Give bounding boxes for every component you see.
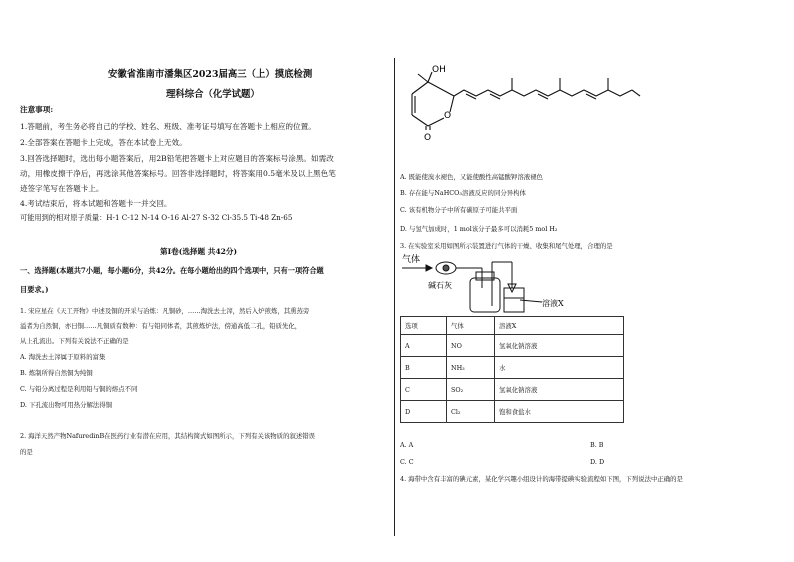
answer-d: D. D xyxy=(590,458,605,466)
table-header: 溶液X xyxy=(495,317,624,335)
notice-heading: 注意事项: xyxy=(20,105,54,114)
section-intro: 一、选择题(本题共7小题，每小题6分，共42分。在每小题给出的四个选项中，只有一项符合题 xyxy=(20,266,324,275)
q2-stem: 2. 海洋天然产物NafuredinB在医药行业有潜在应用，其结构简式如图所示，下列有关该物质的叙述错误 xyxy=(20,432,316,440)
section-title: 第Ⅰ卷(选择题 共42分) xyxy=(160,247,238,256)
apparatus-diagram xyxy=(400,248,600,314)
gas-label: 气体 xyxy=(402,255,421,265)
q2-option-a: A. 既能使溴水褪色，又能使酸性高锰酸钾溶液褪色 xyxy=(400,173,543,181)
notice-line: 动，用橡皮擦干净后，再选涂其他答案标号。回答非选择题时，将答案用0.5毫米及以上黑色笔 xyxy=(20,169,336,178)
table-cell: NO xyxy=(446,335,494,357)
table-row xyxy=(401,335,624,357)
table-row xyxy=(401,401,624,423)
q1-stem: 1. 宋应星在《天工开物》中述及铜的开采与冶炼：凡铜砂，……淘洗去土滓，然后入炉煎炼，其熏蒸旁 xyxy=(20,307,310,315)
table-cell: NH₃ xyxy=(446,357,494,379)
notice-line: 2.全部答案在答题卡上完成，答在本试卷上无效。 xyxy=(20,138,187,147)
solution-x-label: 溶液X xyxy=(542,299,564,308)
page-subtitle: 理科综合（化学试题） xyxy=(166,89,260,100)
options-table xyxy=(400,316,624,423)
page-title: 安徽省淮南市潘集区2023届高三（上）摸底检测 xyxy=(108,69,313,80)
q1-stem: 从上孔流出。下列有关说法不正确的是 xyxy=(20,337,129,345)
table-cell: D xyxy=(401,401,447,423)
section-intro: 目要求。) xyxy=(20,285,49,294)
atomic-masses: 可能用到的相对原子质量：H-1 C-12 N-14 O-16 Al-27 S-32 Cl-35.5 Ti-48 Zn-65 xyxy=(20,213,293,222)
oh-label: OH xyxy=(432,65,446,75)
q2-stem: 的是 xyxy=(20,448,33,456)
q3-stem: 3. 在实验室采用如图所示装置进行气体的干燥、收集和尾气处理，合理的是 xyxy=(400,242,613,250)
structure-diagram xyxy=(400,60,780,155)
table-row xyxy=(401,357,624,379)
answer-a: A. A xyxy=(400,441,414,449)
q1-stem: 溢者为自然铜，亦曰铜……凡铜质有数种：有与铅同体者，其煎炼炉法，傍通高低二孔，铅质先化， xyxy=(20,322,302,330)
q4-stem: 4. 海带中含有丰富的碘元素，某化学兴趣小组设计的海带提碘实验流程如下图，下列说法中正确的是 xyxy=(400,475,683,483)
table-cell: 氢氧化钠溶液 xyxy=(495,335,624,357)
q2-option-d: D. 与氢气加成时，1 mol该分子最多可以消耗5 mol H₂ xyxy=(400,225,558,233)
q1-option-b: B. 炼制所得自然铜为纯铜 xyxy=(20,369,93,377)
table-cell: B xyxy=(401,357,447,379)
table-cell: 饱和食盐水 xyxy=(495,401,624,423)
answer-c: C. C xyxy=(400,458,414,466)
soda-lime-label: 碱石灰 xyxy=(428,281,452,290)
q1-option-c: C. 与铅分离过程是利用铅与铜的熔点不同 xyxy=(20,385,138,393)
column-divider xyxy=(394,58,395,536)
table-cell: 氢氧化钠溶液 xyxy=(495,379,624,401)
keto-oxygen-label: O xyxy=(424,133,432,143)
table-header-row xyxy=(401,317,624,335)
answer-b: B. B xyxy=(590,441,604,449)
notice-line: 4.考试结束后，将本试题和答题卡一并交回。 xyxy=(20,199,172,208)
table-row xyxy=(401,379,624,401)
table-cell: A xyxy=(401,335,447,357)
table-header: 气体 xyxy=(446,317,494,335)
table-header: 选项 xyxy=(401,317,447,335)
notice-line: 1.答题前，考生务必将自己的学校、姓名、班级、准考证号填写在答题卡上相应的位置。 xyxy=(20,122,316,131)
table-cell: C xyxy=(401,379,447,401)
q1-option-a: A. 淘洗去土滓属于原料的富集 xyxy=(20,353,106,361)
q2-option-c: C. 该有机物分子中所有碳原子可能共平面 xyxy=(400,206,518,214)
q2-option-b: B. 存在能与NaHCO₃溶液反应的同分异构体 xyxy=(400,189,526,197)
table-cell: SO₂ xyxy=(446,379,494,401)
notice-line: 迹签字笔写在答题卡上。 xyxy=(20,184,104,193)
table-cell: 水 xyxy=(495,357,624,379)
table-cell: Cl₂ xyxy=(446,401,494,423)
notice-line: 3.回答选择题时，选出每小题答案后，用2B铅笔把答题卡上对应题目的答案标号涂黑。如需改 xyxy=(20,154,334,163)
q1-option-d: D. 下孔流出物可用热分解法得铜 xyxy=(20,401,113,409)
ring-oxygen-label: O xyxy=(444,111,452,121)
